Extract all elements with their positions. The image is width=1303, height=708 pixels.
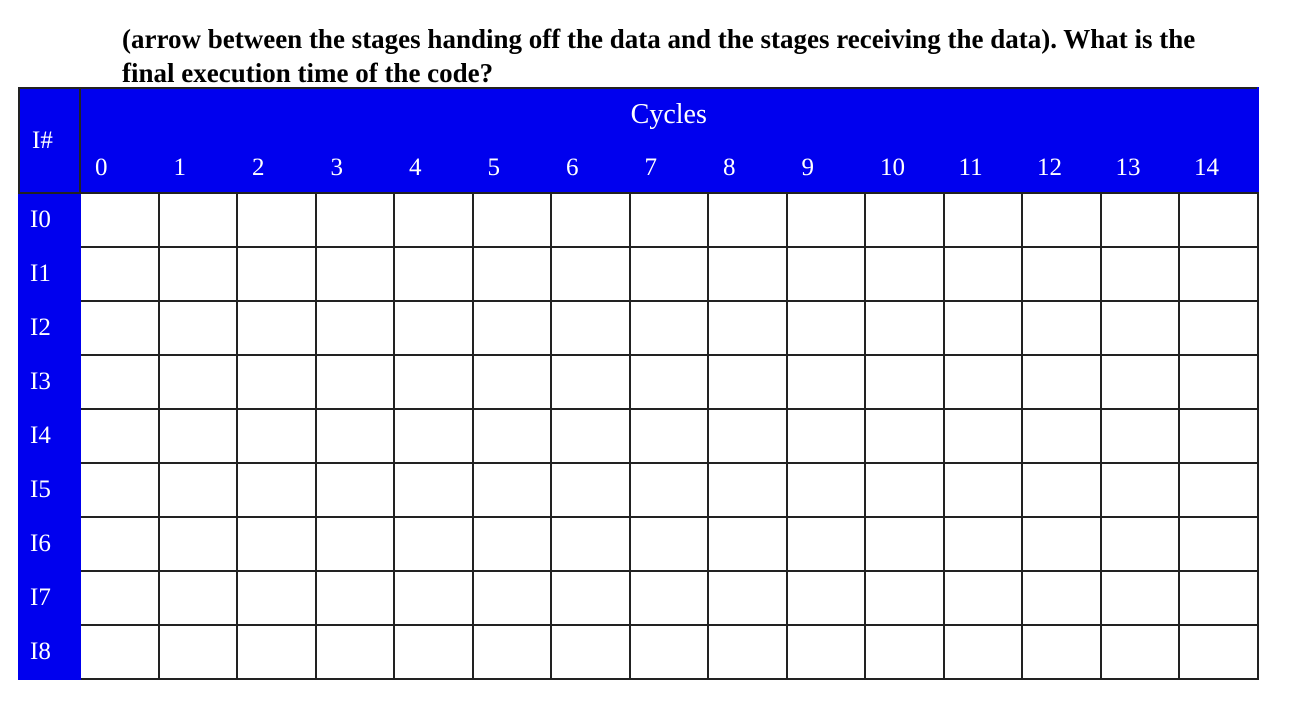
table-cell (394, 301, 473, 355)
table-cell (80, 571, 159, 625)
table-row (19, 517, 1258, 571)
table-cell (80, 463, 159, 517)
cycle-number-4: 4 (394, 142, 473, 193)
cycle-number-8: 8 (708, 142, 787, 193)
table-cell (1101, 517, 1180, 571)
table-row (19, 301, 1258, 355)
table-row (19, 571, 1258, 625)
table-cell (944, 301, 1023, 355)
table-cell (1101, 193, 1180, 247)
table-cell (630, 247, 709, 301)
table-cell (1179, 517, 1258, 571)
cycle-number-13: 13 (1101, 142, 1180, 193)
table-cell (80, 409, 159, 463)
table-cell (630, 355, 709, 409)
table-cell (708, 571, 787, 625)
table-cell (708, 193, 787, 247)
question-line-1: (arrow between the stages handing off the data and the stages receiving the data). What is the (122, 24, 1196, 54)
table-cell (708, 517, 787, 571)
table-cell (1179, 571, 1258, 625)
table-cell (1022, 463, 1101, 517)
table-cell (394, 571, 473, 625)
table-cell (473, 517, 552, 571)
table-cell (316, 463, 395, 517)
cycle-number-row (19, 142, 1258, 193)
table-row (19, 247, 1258, 301)
table-row (19, 193, 1258, 247)
table-cell (1179, 625, 1258, 679)
pipeline-timing-table (18, 87, 1259, 680)
table-cell (394, 193, 473, 247)
table-cell (551, 517, 630, 571)
table-cell (630, 301, 709, 355)
table-cell (708, 355, 787, 409)
table-cell (1101, 409, 1180, 463)
table-cell (473, 625, 552, 679)
cycles-header: Cycles (80, 88, 1258, 142)
table-cell (394, 625, 473, 679)
table-cell (159, 301, 238, 355)
instruction-column-header: I# (19, 88, 80, 193)
table-cell (944, 355, 1023, 409)
table-cell (1022, 409, 1101, 463)
table-cell (80, 193, 159, 247)
cycle-number-0: 0 (80, 142, 159, 193)
instruction-label-i5: I5 (19, 463, 80, 517)
table-cell (865, 301, 944, 355)
table-cell (316, 409, 395, 463)
table-cell (944, 571, 1023, 625)
table-cell (944, 625, 1023, 679)
table-cell (551, 625, 630, 679)
table-cell (708, 463, 787, 517)
table-cell (473, 409, 552, 463)
table-cell (1022, 517, 1101, 571)
table-cell (551, 355, 630, 409)
table-cell (787, 409, 866, 463)
table-cell (1179, 409, 1258, 463)
table-cell (1101, 463, 1180, 517)
cycle-number-5: 5 (473, 142, 552, 193)
table-cell (865, 247, 944, 301)
table-cell (630, 409, 709, 463)
table-cell (80, 301, 159, 355)
table-cell (316, 571, 395, 625)
table-cell (316, 625, 395, 679)
table-cell (551, 571, 630, 625)
table-cell (316, 517, 395, 571)
table-cell (1179, 193, 1258, 247)
table-cell (159, 247, 238, 301)
table-cell (237, 193, 316, 247)
table-cell (865, 463, 944, 517)
instruction-label-i6: I6 (19, 517, 80, 571)
table-cell (237, 247, 316, 301)
table-cell (708, 409, 787, 463)
table-cell (551, 463, 630, 517)
table-cell (237, 517, 316, 571)
instruction-label-i7: I7 (19, 571, 80, 625)
table-cell (159, 193, 238, 247)
table-cell (787, 247, 866, 301)
table-cell (787, 517, 866, 571)
table-cell (1022, 247, 1101, 301)
table-cell (394, 355, 473, 409)
table-cell (630, 463, 709, 517)
cycle-number-2: 2 (237, 142, 316, 193)
table-cell (944, 409, 1023, 463)
table-cell (473, 193, 552, 247)
question-line-2: final execution time of the code? (122, 58, 494, 88)
instruction-label-i4: I4 (19, 409, 80, 463)
table-cell (551, 301, 630, 355)
table-cell (865, 571, 944, 625)
table-row (19, 409, 1258, 463)
table-row (19, 463, 1258, 517)
table-cell (159, 409, 238, 463)
table-cell (865, 193, 944, 247)
table-cell (551, 409, 630, 463)
table-row (19, 625, 1258, 679)
table-cell (865, 517, 944, 571)
cycle-number-1: 1 (159, 142, 238, 193)
table-cell (80, 517, 159, 571)
table-cell (1101, 355, 1180, 409)
table-cell (787, 463, 866, 517)
table-cell (473, 247, 552, 301)
table-cell (1179, 301, 1258, 355)
table-cell (1022, 571, 1101, 625)
table-cell (237, 463, 316, 517)
instruction-label-i0: I0 (19, 193, 80, 247)
table-cell (551, 247, 630, 301)
table-cell (1022, 193, 1101, 247)
table-cell (316, 301, 395, 355)
table-cell (80, 625, 159, 679)
table-cell (473, 355, 552, 409)
table-cell (1022, 625, 1101, 679)
cycle-number-3: 3 (316, 142, 395, 193)
table-cell (159, 517, 238, 571)
table-cell (159, 571, 238, 625)
table-cell (473, 463, 552, 517)
table-cell (944, 247, 1023, 301)
table-cell (630, 517, 709, 571)
table-cell (865, 355, 944, 409)
table-cell (237, 355, 316, 409)
table-cell (394, 409, 473, 463)
table-cell (630, 193, 709, 247)
table-cell (944, 193, 1023, 247)
table-cell (865, 625, 944, 679)
instruction-label-i3: I3 (19, 355, 80, 409)
table-cell (237, 409, 316, 463)
instruction-label-i8: I8 (19, 625, 80, 679)
table-cell (316, 247, 395, 301)
table-cell (551, 193, 630, 247)
question-text (122, 22, 1262, 90)
table-cell (316, 193, 395, 247)
table-cell (708, 625, 787, 679)
table-cell (159, 625, 238, 679)
table-cell (159, 355, 238, 409)
table-cell (1179, 355, 1258, 409)
instruction-label-i2: I2 (19, 301, 80, 355)
instruction-label-i1: I1 (19, 247, 80, 301)
cycle-number-7: 7 (630, 142, 709, 193)
instruction-rows (19, 193, 1258, 679)
table-cell (865, 409, 944, 463)
table-cell (1179, 463, 1258, 517)
table-cell (394, 517, 473, 571)
table-cell (473, 571, 552, 625)
table-cell (1101, 571, 1180, 625)
cycle-number-9: 9 (787, 142, 866, 193)
cycle-number-6: 6 (551, 142, 630, 193)
table-cell (1101, 625, 1180, 679)
table-cell (1101, 247, 1180, 301)
table-cell (237, 301, 316, 355)
table-cell (708, 247, 787, 301)
table-cell (787, 355, 866, 409)
table-cell (394, 247, 473, 301)
cycle-number-11: 11 (944, 142, 1023, 193)
cycle-number-10: 10 (865, 142, 944, 193)
table-cell (1022, 301, 1101, 355)
table-cell (787, 193, 866, 247)
table-cell (394, 463, 473, 517)
table-cell (787, 301, 866, 355)
table-cell (473, 301, 552, 355)
table-cell (1179, 247, 1258, 301)
cycle-number-14: 14 (1179, 142, 1258, 193)
table-cell (630, 625, 709, 679)
table-cell (80, 355, 159, 409)
table-cell (159, 463, 238, 517)
table-cell (1022, 355, 1101, 409)
table-cell (708, 301, 787, 355)
table-cell (944, 463, 1023, 517)
table-cell (237, 571, 316, 625)
table-cell (316, 355, 395, 409)
cycle-number-12: 12 (1022, 142, 1101, 193)
table-row (19, 355, 1258, 409)
table-cell (944, 517, 1023, 571)
table-cell (787, 625, 866, 679)
table-cell (630, 571, 709, 625)
table-cell (80, 247, 159, 301)
table-cell (237, 625, 316, 679)
table-cell (1101, 301, 1180, 355)
table-cell (787, 571, 866, 625)
